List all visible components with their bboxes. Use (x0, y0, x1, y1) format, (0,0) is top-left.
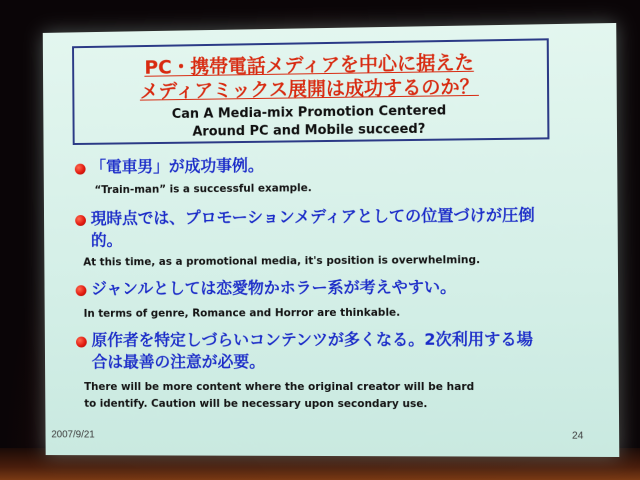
slide-page-number: 24 (571, 430, 584, 442)
slide-title-jp-line2: メディアミックス展開は成功するのか？ (139, 75, 479, 103)
slide-title-en-line1: Can A Media-mix Promotion Centered (171, 103, 447, 122)
bullet-1-dot-icon (75, 164, 86, 175)
bullet-1-jp: 「電車男」が成功事例。 (90, 155, 264, 177)
bullet-4-en-line1: There will be more content where the original creator will be hard (84, 380, 475, 394)
projected-slide (43, 23, 620, 457)
bullet-4-jp-line2: 合は最善の注意が必要。 (91, 352, 266, 372)
bullet-4-dot-icon (76, 337, 87, 348)
bullet-4-en-line2: to identify. Caution will be necessary upon secondary use. (84, 397, 428, 411)
bullet-2-jp-line1: 現時点では、プロモーションメディアとしての位置づけが圧倒 (90, 205, 535, 228)
bullet-3-en: In terms of genre, Romance and Horror are thinkable. (83, 306, 401, 320)
bullet-2-en: At this time, as a promotional media, it's position is overwhelming. (83, 254, 481, 269)
bullet-4-jp-line1: 原作者を特定しづらいコンテンツが多くなる。2次利用する場 (91, 329, 533, 350)
slide-title-en-line2: Around PC and Mobile succeed? (192, 121, 426, 140)
slide-date: 2007/9/21 (51, 429, 95, 441)
bullet-2-jp-line2: 的。 (90, 230, 123, 250)
bullet-3-jp: ジャンルとしては恋愛物かホラー系が考えやすい。 (91, 277, 457, 299)
bullet-3-dot-icon (76, 285, 87, 296)
bullet-2-dot-icon (75, 215, 86, 226)
title-box (72, 38, 549, 145)
slide-title-jp-line1: PC・携帯電話メディアを中心に据えた (144, 51, 474, 79)
bullet-1-en: “Train-man” is a successful example. (94, 182, 312, 197)
